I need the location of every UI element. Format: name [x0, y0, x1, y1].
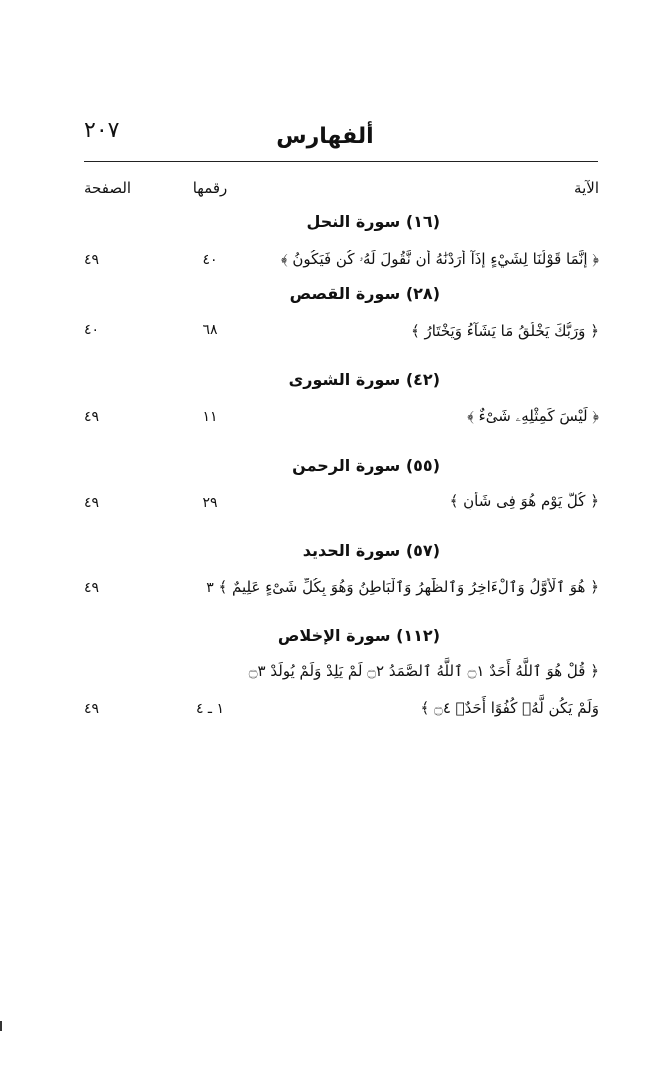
verse-text: ﴿ وَرَبُّكَ يَخْلُقُ مَا يَشَآءُ وَيَخْتَارُ ﴾ — [410, 322, 599, 340]
page-reference: ٤٩ — [84, 409, 100, 425]
surah-heading-shura: (٤٢) سورة الشورى — [288, 370, 440, 389]
column-header-verse: الآية — [574, 179, 599, 197]
surah-heading-nahl: (١٦) سورة النحل — [306, 212, 440, 231]
verse-text-line-1: ﴿ قُلْ هُوَ ٱللَّهُ أَحَدٌ ۝١ ٱللَّهُ ٱلصَّمَدُ ۝٢ لَمْ يَلِدْ وَلَمْ يُولَدْ ۝٣ — [248, 662, 599, 680]
surah-heading-ikhlas: (١١٢) سورة الإخلاص — [277, 626, 440, 645]
surah-heading-hadid: (٥٧) سورة الحديد — [302, 541, 440, 560]
page-number: ٢٠٧ — [84, 118, 120, 143]
verse-text: ﴿ لَيْسَ كَمِثْلِهِۦ شَىْءٌ ﴾ — [467, 407, 599, 425]
margin-mark — [0, 1021, 2, 1031]
verse-text: ﴿ هُوَ ٱلْأَوَّلُ وَٱلْءَاخِرُ وَٱلظَّٰهِرُ وَٱلْبَاطِنُ وَهُوَ بِكُلِّ شَىْءٍ عَلِيمٌ ﴾ — [218, 578, 599, 596]
verse-number: ١ ـ ٤ — [195, 701, 225, 717]
column-header-page: الصفحة — [84, 179, 132, 197]
header-rule — [84, 161, 598, 162]
page-reference: ٤٩ — [84, 252, 100, 268]
verse-text: ﴿ إِنَّمَا قَوْلُنَا لِشَيْءٍ إِذَآ أَرَدْنَٰهُ أَن نَّقُولَ لَهُۥ كُن فَيَكُونُ ﴾ — [281, 250, 599, 268]
verse-number: ١١ — [202, 409, 218, 425]
verse-text-line-2: وَلَمْ يَكُن لَّهُۥ كُفُوًا أَحَدٌۢ ۝٤ ﴾ — [420, 699, 599, 717]
verse-text: ﴿ كُلَّ يَوْمٍ هُوَ فِى شَأْنٍ ﴾ — [449, 492, 599, 510]
column-header-number: رقمها — [192, 179, 228, 197]
page-title: ألفهارس — [276, 124, 374, 149]
surah-heading-rahman: (٥٥) سورة الرحمن — [292, 456, 440, 475]
verse-number: ٢٩ — [202, 495, 218, 511]
page-reference: ٤٩ — [84, 580, 100, 596]
verse-number: ٣ — [206, 580, 214, 596]
page-reference: ٤٩ — [84, 701, 100, 717]
verse-number: ٦٨ — [202, 322, 218, 338]
page-reference: ٤٩ — [84, 495, 100, 511]
page-reference: ٤٠ — [84, 322, 100, 338]
verse-number: ٤٠ — [202, 252, 218, 268]
surah-heading-qasas: (٢٨) سورة القصص — [289, 284, 440, 303]
